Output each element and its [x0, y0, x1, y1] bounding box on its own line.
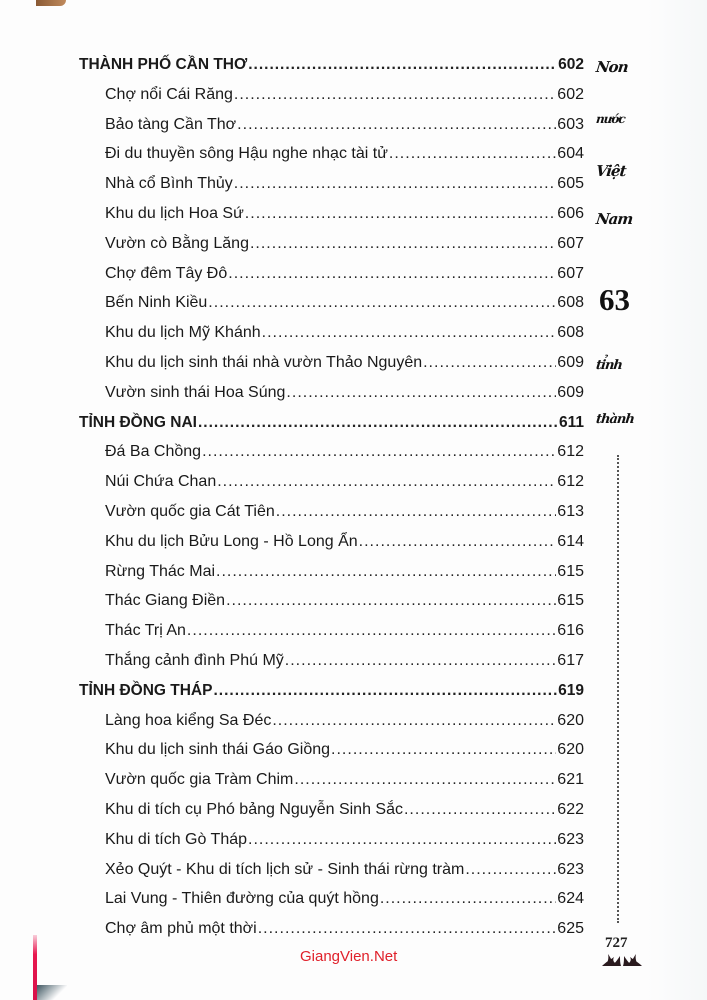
toc-item-row [79, 557, 584, 587]
dot-leader [294, 765, 556, 795]
toc-page-number: 614 [557, 532, 584, 550]
toc-page-number: 602 [557, 85, 584, 103]
book-edge-shadow [37, 985, 67, 1000]
toc-page-number: 623 [557, 860, 584, 878]
toc-page-number: 613 [557, 502, 584, 520]
toc-entry-title: Bến Ninh Kiều [105, 294, 208, 312]
toc-item-row [79, 765, 584, 795]
dot-leader [234, 80, 556, 110]
toc-section-row [79, 408, 584, 438]
calligraphy-word: tỉnh [595, 358, 623, 373]
toc-entry-title: Đá Ba Chồng [105, 443, 202, 461]
dot-leader [216, 557, 556, 587]
toc-page-number: 605 [557, 175, 584, 193]
dot-leader [245, 199, 557, 229]
toc-page-number: 615 [557, 592, 584, 610]
toc-page-number: 609 [557, 353, 584, 371]
watermark: GiangVien.Net [300, 948, 398, 965]
dot-leader [187, 616, 556, 646]
toc-page-number: 616 [557, 622, 584, 640]
toc-entry-title: Làng hoa kiểng Sa Đéc [105, 711, 272, 729]
toc-entry-title: Thắng cảnh đình Phú Mỹ [105, 651, 284, 669]
dot-leader [331, 735, 556, 765]
calligraphy-word: nước [595, 112, 626, 126]
toc-item-row [79, 259, 584, 289]
calligraphy-word: Non [595, 58, 629, 76]
toc-page-number: 615 [557, 562, 584, 580]
toc-entry-title: Vườn cò Bằng Lăng [105, 234, 249, 252]
dotted-divider [617, 455, 619, 923]
toc-item-row [79, 348, 584, 378]
toc-page-number: 623 [557, 830, 584, 848]
toc-item-row [79, 884, 584, 914]
toc-page-number: 604 [557, 145, 584, 163]
toc-entry-title: Nhà cổ Bình Thủy [105, 175, 233, 193]
province-count: 63 [599, 282, 630, 317]
table-of-contents [79, 50, 584, 944]
toc-item-row [79, 914, 584, 944]
toc-page-number: 607 [557, 234, 584, 252]
dot-leader [198, 408, 558, 438]
toc-entry-title: Núi Chứa Chan [105, 473, 217, 491]
toc-entry-title: Khu du lịch Hoa Sứ [105, 204, 244, 222]
toc-page-number: 622 [557, 800, 584, 818]
toc-item-row [79, 467, 584, 497]
toc-item-row [79, 139, 584, 169]
dot-leader [389, 139, 556, 169]
toc-entry-title: Đi du thuyền sông Hậu nghe nhạc tài tử [105, 145, 388, 163]
page-shadow [647, 0, 707, 1000]
dot-leader [423, 348, 556, 378]
toc-entry-title: Khu di tích Gò Tháp [105, 830, 248, 848]
toc-page-number: 612 [557, 443, 584, 461]
toc-entry-title: Khu du lịch sinh thái Gáo Giồng [105, 741, 331, 759]
dot-leader [380, 884, 556, 914]
toc-item-row [79, 110, 584, 140]
toc-item-row [79, 586, 584, 616]
page-corner-decoration [36, 0, 66, 6]
toc-page-number: 606 [557, 204, 584, 222]
toc-entry-title: Lai Vung - Thiên đường của quýt hồng [105, 890, 379, 908]
toc-section-row [79, 50, 584, 80]
toc-item-row [79, 527, 584, 557]
dot-leader [226, 586, 556, 616]
toc-item-row [79, 80, 584, 110]
toc-entry-title: THÀNH PHỐ CẦN THƠ [79, 56, 248, 73]
toc-entry-title: Khu du lịch Bửu Long - Hồ Long Ẩn [105, 532, 358, 550]
toc-entry-title: Bảo tàng Cần Thơ [105, 115, 237, 133]
toc-page-number: 607 [557, 264, 584, 282]
toc-item-row [79, 288, 584, 318]
dot-leader [276, 497, 557, 527]
toc-page-number: 619 [558, 681, 584, 699]
dot-leader [234, 169, 557, 199]
toc-page-number: 602 [558, 56, 584, 73]
dot-leader [248, 825, 556, 855]
toc-item-row [79, 378, 584, 408]
dot-leader [217, 467, 556, 497]
toc-entry-title: Thác Trị An [105, 622, 186, 640]
dot-leader [258, 914, 557, 944]
toc-entry-title: Khu du lịch sinh thái nhà vườn Thảo Nguyên [105, 353, 423, 371]
grass-ornament-icon [600, 953, 644, 967]
toc-entry-title: Rừng Thác Mai [105, 562, 216, 580]
dot-leader [213, 676, 557, 706]
dot-leader [248, 50, 557, 80]
dot-leader [250, 229, 556, 259]
toc-page-number: 608 [557, 294, 584, 312]
dot-leader [285, 646, 557, 676]
toc-item-row [79, 646, 584, 676]
toc-item-row [79, 229, 584, 259]
toc-item-row [79, 795, 584, 825]
dot-leader [286, 378, 556, 408]
toc-page-number: 620 [557, 741, 584, 759]
toc-page-number: 612 [557, 473, 584, 491]
toc-page-number: 624 [557, 890, 584, 908]
toc-page-number: 617 [557, 651, 584, 669]
toc-entry-title: Chợ âm phủ một thời [105, 920, 257, 938]
dot-leader [272, 706, 556, 736]
page-number: 727 [605, 935, 628, 951]
toc-item-row [79, 437, 584, 467]
dot-leader [359, 527, 557, 557]
toc-entry-title: Khu di tích cụ Phó bảng Nguyễn Sinh Sắc [105, 800, 403, 818]
toc-entry-title: Vườn quốc gia Cát Tiên [105, 502, 275, 520]
toc-page-number: 608 [557, 324, 584, 342]
toc-item-row [79, 706, 584, 736]
toc-entry-title: TỈNH ĐỒNG THÁP [79, 681, 213, 699]
toc-page-number: 621 [557, 771, 584, 789]
toc-entry-title: Xẻo Quýt - Khu di tích lịch sử - Sinh thái rừng tràm [105, 860, 465, 878]
toc-item-row [79, 825, 584, 855]
calligraphy-word: Việt [595, 162, 627, 180]
dot-leader [202, 437, 556, 467]
toc-section-row [79, 676, 584, 706]
toc-page-number: 625 [557, 920, 584, 938]
dot-leader [404, 795, 556, 825]
toc-item-row [79, 855, 584, 885]
dot-leader [465, 855, 556, 885]
toc-item-row [79, 318, 584, 348]
calligraphy-word: thành [595, 412, 635, 427]
toc-item-row [79, 497, 584, 527]
toc-entry-title: Vườn sinh thái Hoa Súng [105, 383, 286, 401]
toc-item-row [79, 616, 584, 646]
toc-page-number: 611 [558, 413, 584, 431]
toc-page-number: 620 [557, 711, 584, 729]
calligraphy-word: Nam [595, 210, 634, 228]
toc-entry-title: Khu du lịch Mỹ Khánh [105, 324, 261, 342]
toc-entry-title: Chợ nổi Cái Răng [105, 85, 233, 103]
toc-item-row [79, 735, 584, 765]
toc-item-row [79, 169, 584, 199]
toc-entry-title: TỈNH ĐỒNG NAI [79, 413, 197, 431]
dot-leader [262, 318, 557, 348]
toc-entry-title: Vườn quốc gia Tràm Chim [105, 771, 294, 789]
dot-leader [237, 110, 556, 140]
toc-page-number: 609 [557, 383, 584, 401]
dot-leader [208, 288, 556, 318]
decorative-sidebar [596, 0, 656, 1000]
toc-item-row [79, 199, 584, 229]
toc-entry-title: Thác Giang Điền [105, 592, 226, 610]
toc-page-number: 603 [557, 115, 584, 133]
dot-leader [228, 259, 556, 289]
toc-entry-title: Chợ đêm Tây Đô [105, 264, 228, 282]
